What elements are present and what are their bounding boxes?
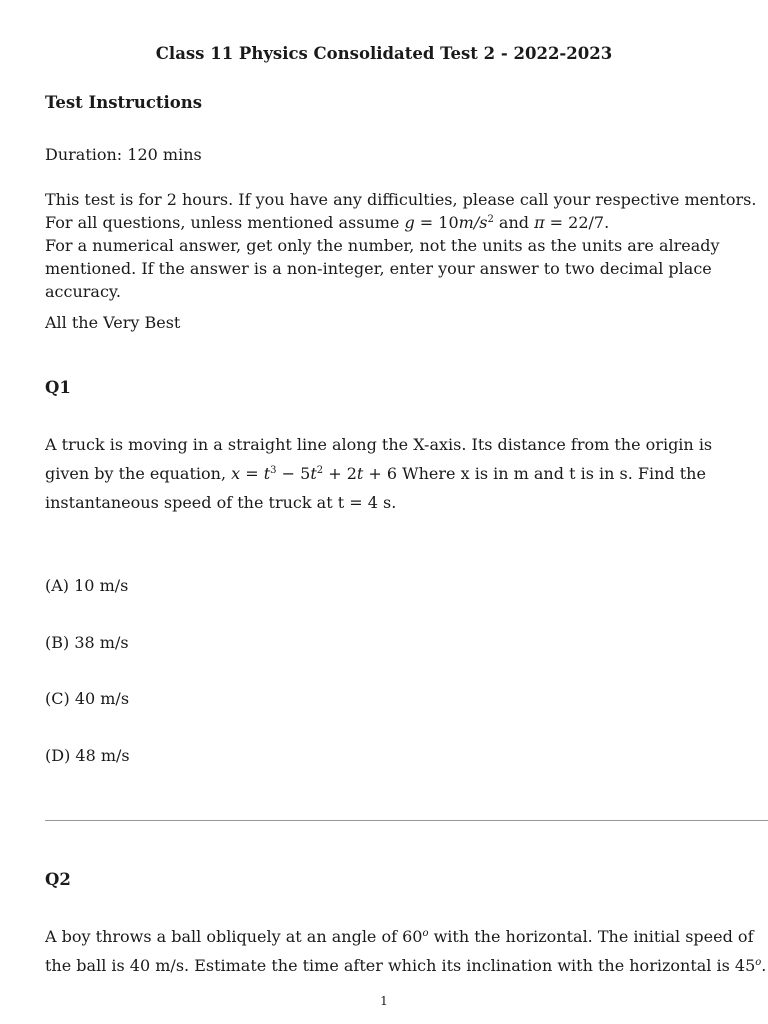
question-divider	[45, 820, 768, 821]
question-line: the ball is 40 m/s. Estimate the time after which its inclination with the horizontal is 45$^o$.	[45, 956, 767, 975]
duration-text: Duration: 120 mins	[45, 145, 202, 164]
question-text-q1	[45, 430, 712, 517]
question-label-q2: Q2	[45, 870, 71, 889]
question-label-q1: Q1	[45, 378, 71, 397]
instructions-line: For a numerical answer, get only the number, not the units as the units are already	[45, 236, 720, 255]
option-c[interactable]: (C) 40 m/s	[45, 689, 130, 708]
instructions-line: For all questions, unless mentioned assume $g = 10m/s^2$ and π = 22/7.	[45, 213, 610, 232]
instructions-line: mentioned. If the answer is a non-integer, enter your answer to two decimal place	[45, 259, 712, 278]
option-d[interactable]: (D) 48 m/s	[45, 746, 130, 765]
option-b[interactable]: (B) 38 m/s	[45, 633, 129, 652]
question-line: given by the equation, $x = t^3 - 5t^2 + 2t + 6$ Where x is in m and t is in s. Find the	[45, 464, 706, 483]
page-title: Class 11 Physics Consolidated Test 2 - 2022-2023	[155, 44, 613, 63]
instructions-line: This test is for 2 hours. If you have any difficulties, please call your respective mentors.	[45, 190, 757, 209]
instructions-line: accuracy.	[45, 282, 121, 301]
instructions-heading: Test Instructions	[45, 93, 203, 112]
question-text-q2	[45, 922, 766, 980]
equation: $x = t^3 - 5t^2 + 2t + 6$	[231, 464, 398, 483]
page-number: 1	[380, 994, 388, 1008]
question-line: A truck is moving in a straight line along the X-axis. Its distance from the origin is	[45, 435, 713, 454]
question-line: instantaneous speed of the truck at t = 4 s.	[45, 493, 397, 512]
option-a[interactable]: (A) 10 m/s	[45, 576, 129, 595]
closing-text: All the Very Best	[45, 313, 181, 332]
instructions-block	[45, 188, 756, 303]
question-line: A boy throws a ball obliquely at an angle of 60$^o$ with the horizontal. The initial speed of	[45, 927, 754, 946]
